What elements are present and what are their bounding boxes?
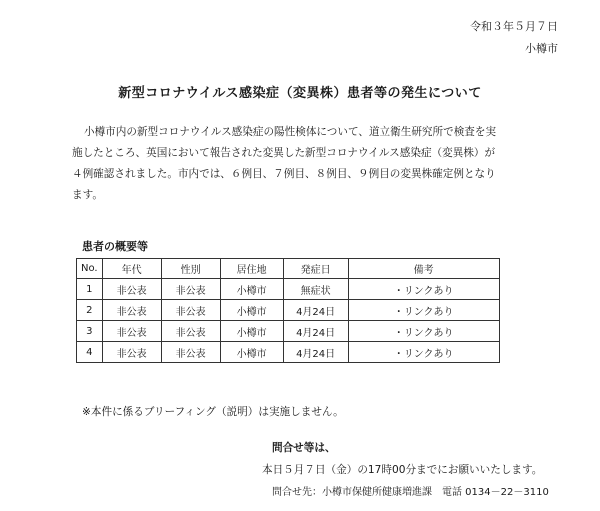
body-line: ます。	[72, 189, 103, 201]
cell-no: 2	[77, 300, 103, 321]
cell-sex: 非公表	[161, 300, 220, 321]
header-residence: 居住地	[220, 259, 283, 279]
document-title: 新型コロナウイルス感染症（変異株）患者等の発生について	[118, 86, 482, 101]
document-date: 令和３年５月７日	[470, 20, 558, 33]
cell-sex: 非公表	[161, 279, 220, 300]
cell-onset: 無症状	[283, 279, 348, 300]
cell-no: 1	[77, 279, 103, 300]
issuer-city: 小樽市	[525, 42, 558, 55]
table-row	[77, 300, 500, 321]
cell-no: 3	[77, 321, 103, 342]
cell-no: 4	[77, 342, 103, 363]
cell-onset: 4月24日	[283, 342, 348, 363]
inquiry-contact: 問合せ先：小樽市保健所健康増進課 電話 0134－22－3110	[272, 487, 549, 498]
cell-onset: 4月24日	[283, 300, 348, 321]
header-sex: 性別	[161, 259, 220, 279]
cell-note: ・リンクあり	[348, 342, 499, 363]
inquiry-schedule: 本日５月７日（金）の17時00分までにお願いいたします。	[262, 464, 543, 476]
inquiry-heading: 問合せ等は、	[272, 442, 336, 454]
briefing-note: ※本件に係るブリーフィング（説明）は実施しません。	[82, 406, 344, 418]
cell-sex: 非公表	[161, 342, 220, 363]
cell-age: 非公表	[102, 321, 161, 342]
table-header-row	[77, 259, 500, 279]
cell-age: 非公表	[102, 300, 161, 321]
body-line: 小樽市内の新型コロナウイルス感染症の陽性検体について、道立衛生研究所で検査を実	[84, 126, 497, 138]
cell-note: ・リンクあり	[348, 279, 499, 300]
body-line: ４例確認されました。市内では、６例目、７例目、８例目、９例目の変異株確定例となり	[72, 168, 496, 180]
table-row	[77, 279, 500, 300]
cell-age: 非公表	[102, 342, 161, 363]
cell-residence: 小樽市	[220, 300, 283, 321]
cell-sex: 非公表	[161, 321, 220, 342]
header-onset: 発症日	[283, 259, 348, 279]
header-note: 備考	[348, 259, 499, 279]
cell-onset: 4月24日	[283, 321, 348, 342]
cell-note: ・リンクあり	[348, 300, 499, 321]
cell-residence: 小樽市	[220, 321, 283, 342]
cell-residence: 小樽市	[220, 279, 283, 300]
patients-table	[76, 258, 500, 363]
patients-section-label: 患者の概要等	[82, 240, 148, 253]
cell-note: ・リンクあり	[348, 321, 499, 342]
cell-residence: 小樽市	[220, 342, 283, 363]
header-age: 年代	[102, 259, 161, 279]
body-line: 施したところ、英国において報告された変異した新型コロナウイルス感染症（変異株）が	[72, 147, 496, 159]
table-row	[77, 342, 500, 363]
cell-age: 非公表	[102, 279, 161, 300]
body-paragraph	[72, 122, 552, 206]
header-no: No.	[77, 259, 103, 279]
table-row	[77, 321, 500, 342]
